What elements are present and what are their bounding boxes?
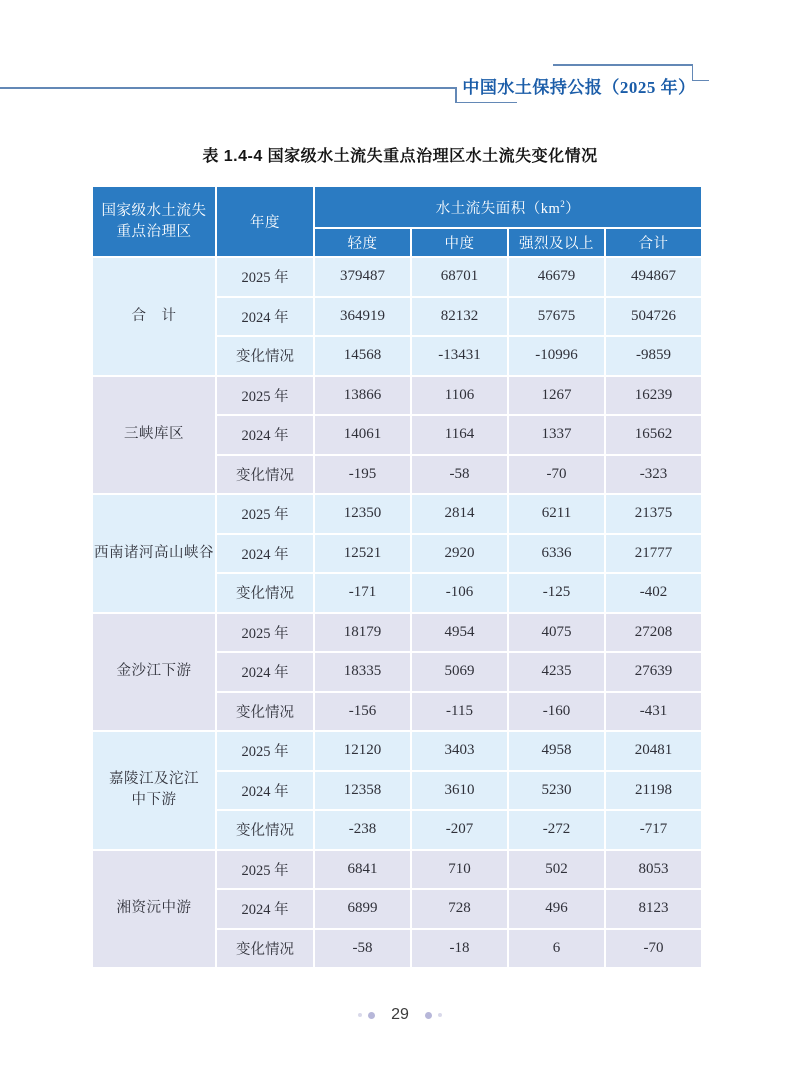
value-cell: -171 — [315, 574, 410, 612]
value-cell: -70 — [509, 456, 604, 494]
footer-dot-small-right — [438, 1013, 442, 1017]
region-label-line: 金沙江下游 — [116, 663, 192, 680]
value-cell: 710 — [412, 851, 507, 889]
region-cell — [93, 377, 215, 494]
value-cell: 1164 — [412, 416, 507, 454]
value-cell: 13866 — [315, 377, 410, 415]
footer-dot-small-left — [358, 1013, 362, 1017]
value-cell: 364919 — [315, 298, 410, 336]
value-cell: 2920 — [412, 535, 507, 573]
value-cell: 6841 — [315, 851, 410, 889]
value-cell: -10996 — [509, 337, 604, 375]
value-cell: 1267 — [509, 377, 604, 415]
value-cell: -207 — [412, 811, 507, 849]
region-label-line: 湘资沅中游 — [116, 900, 192, 917]
value-cell: 18179 — [315, 614, 410, 652]
value-cell: -9859 — [606, 337, 701, 375]
value-cell: 1337 — [509, 416, 604, 454]
value-cell: -106 — [412, 574, 507, 612]
value-cell: 8053 — [606, 851, 701, 889]
value-cell: 14568 — [315, 337, 410, 375]
value-cell: 379487 — [315, 258, 410, 296]
column-header-region — [93, 187, 215, 256]
region-cell — [93, 495, 215, 612]
value-cell: 5230 — [509, 772, 604, 810]
year-cell: 2025 年 — [217, 614, 313, 652]
region-cell — [93, 732, 215, 849]
value-cell: 21198 — [606, 772, 701, 810]
value-cell: -125 — [509, 574, 604, 612]
value-cell: -156 — [315, 693, 410, 731]
region-cell — [93, 258, 215, 375]
value-cell: -717 — [606, 811, 701, 849]
column-header-moderate: 中度 — [412, 229, 507, 256]
value-cell: 8123 — [606, 890, 701, 928]
value-cell: 82132 — [412, 298, 507, 336]
value-cell: -70 — [606, 930, 701, 968]
value-cell: 12521 — [315, 535, 410, 573]
year-cell: 变化情况 — [217, 930, 313, 968]
value-cell: -272 — [509, 811, 604, 849]
value-cell: 16239 — [606, 377, 701, 415]
value-cell: -58 — [315, 930, 410, 968]
value-cell: 12120 — [315, 732, 410, 770]
year-cell: 2024 年 — [217, 653, 313, 691]
value-cell: 4075 — [509, 614, 604, 652]
value-cell: 14061 — [315, 416, 410, 454]
value-cell: 4958 — [509, 732, 604, 770]
value-cell: 21375 — [606, 495, 701, 533]
year-cell: 2024 年 — [217, 772, 313, 810]
table-head — [93, 187, 701, 256]
value-cell: 4235 — [509, 653, 604, 691]
year-cell: 2024 年 — [217, 416, 313, 454]
value-cell: 46679 — [509, 258, 604, 296]
year-cell: 2025 年 — [217, 732, 313, 770]
column-header-region-line2: 重点治理区 — [116, 223, 192, 240]
value-cell: 16562 — [606, 416, 701, 454]
column-header-region-line1: 国家级水土流失 — [101, 202, 207, 219]
value-cell: 6 — [509, 930, 604, 968]
value-cell: 6336 — [509, 535, 604, 573]
year-cell: 2024 年 — [217, 535, 313, 573]
value-cell: 504726 — [606, 298, 701, 336]
year-cell: 变化情况 — [217, 456, 313, 494]
year-cell: 变化情况 — [217, 811, 313, 849]
value-cell: -323 — [606, 456, 701, 494]
year-cell: 2025 年 — [217, 495, 313, 533]
value-cell: 3403 — [412, 732, 507, 770]
value-cell: 18335 — [315, 653, 410, 691]
value-cell: 502 — [509, 851, 604, 889]
year-cell: 2024 年 — [217, 298, 313, 336]
table-row — [93, 851, 701, 889]
header-rule-line — [0, 87, 456, 89]
header-rule-ext — [455, 102, 517, 104]
table-caption: 表 1.4-4 国家级水土流失重点治理区水土流失变化情况 — [202, 148, 598, 165]
value-cell: -115 — [412, 693, 507, 731]
value-cell: 12350 — [315, 495, 410, 533]
table-body — [93, 258, 701, 967]
table-row — [93, 377, 701, 415]
footer-dot-large-left — [368, 1012, 375, 1019]
header-bracket-top-line — [553, 64, 693, 66]
table-row — [93, 614, 701, 652]
column-header-year: 年度 — [217, 187, 313, 256]
year-cell: 2025 年 — [217, 258, 313, 296]
value-cell: 6899 — [315, 890, 410, 928]
region-label-line: 西南诸河高山峡谷 — [94, 544, 214, 561]
table-row — [93, 732, 701, 770]
year-cell: 变化情况 — [217, 337, 313, 375]
value-cell: 27208 — [606, 614, 701, 652]
column-header-total: 合计 — [606, 229, 701, 256]
year-cell: 变化情况 — [217, 574, 313, 612]
region-cell — [93, 851, 215, 968]
value-cell: 3610 — [412, 772, 507, 810]
value-cell: 68701 — [412, 258, 507, 296]
column-header-light: 轻度 — [315, 229, 410, 256]
footer-dot-large-right — [425, 1012, 432, 1019]
region-cell — [93, 614, 215, 731]
year-cell: 变化情况 — [217, 693, 313, 731]
value-cell: 6211 — [509, 495, 604, 533]
value-cell: 20481 — [606, 732, 701, 770]
column-header-area-group — [315, 187, 701, 227]
year-cell: 2024 年 — [217, 890, 313, 928]
value-cell: 12358 — [315, 772, 410, 810]
page-number: 29 — [391, 1006, 409, 1023]
value-cell: 27639 — [606, 653, 701, 691]
region-label-line: 三峡库区 — [124, 426, 184, 443]
table-head-row-1 — [93, 187, 701, 227]
value-cell: -13431 — [412, 337, 507, 375]
value-cell: 496 — [509, 890, 604, 928]
value-cell: 5069 — [412, 653, 507, 691]
value-cell: 1106 — [412, 377, 507, 415]
column-header-intense: 强烈及以上 — [509, 229, 604, 256]
region-label-line: 嘉陵江及沱江 — [109, 771, 199, 788]
value-cell: -160 — [509, 693, 604, 731]
value-cell: 728 — [412, 890, 507, 928]
region-label-line: 合 计 — [131, 307, 177, 324]
value-cell: 21777 — [606, 535, 701, 573]
value-cell: 4954 — [412, 614, 507, 652]
value-cell: -402 — [606, 574, 701, 612]
value-cell: -195 — [315, 456, 410, 494]
value-cell: -238 — [315, 811, 410, 849]
value-cell: 494867 — [606, 258, 701, 296]
region-label-line: 中下游 — [131, 792, 177, 809]
year-cell: 2025 年 — [217, 851, 313, 889]
year-cell: 2025 年 — [217, 377, 313, 415]
area-label-suffix: ） — [565, 200, 581, 217]
area-label-superscript: 2 — [560, 198, 566, 209]
erosion-table — [91, 185, 703, 969]
page-footer — [0, 1006, 800, 1024]
area-label-prefix: 水土流失面积（km — [435, 200, 561, 217]
value-cell: -431 — [606, 693, 701, 731]
value-cell: -18 — [412, 930, 507, 968]
data-table — [91, 185, 703, 969]
bulletin-banner-title: 中国水土保持公报（2025 年） — [462, 78, 696, 97]
value-cell: 2814 — [412, 495, 507, 533]
table-row — [93, 495, 701, 533]
value-cell: 57675 — [509, 298, 604, 336]
table-row — [93, 258, 701, 296]
value-cell: -58 — [412, 456, 507, 494]
